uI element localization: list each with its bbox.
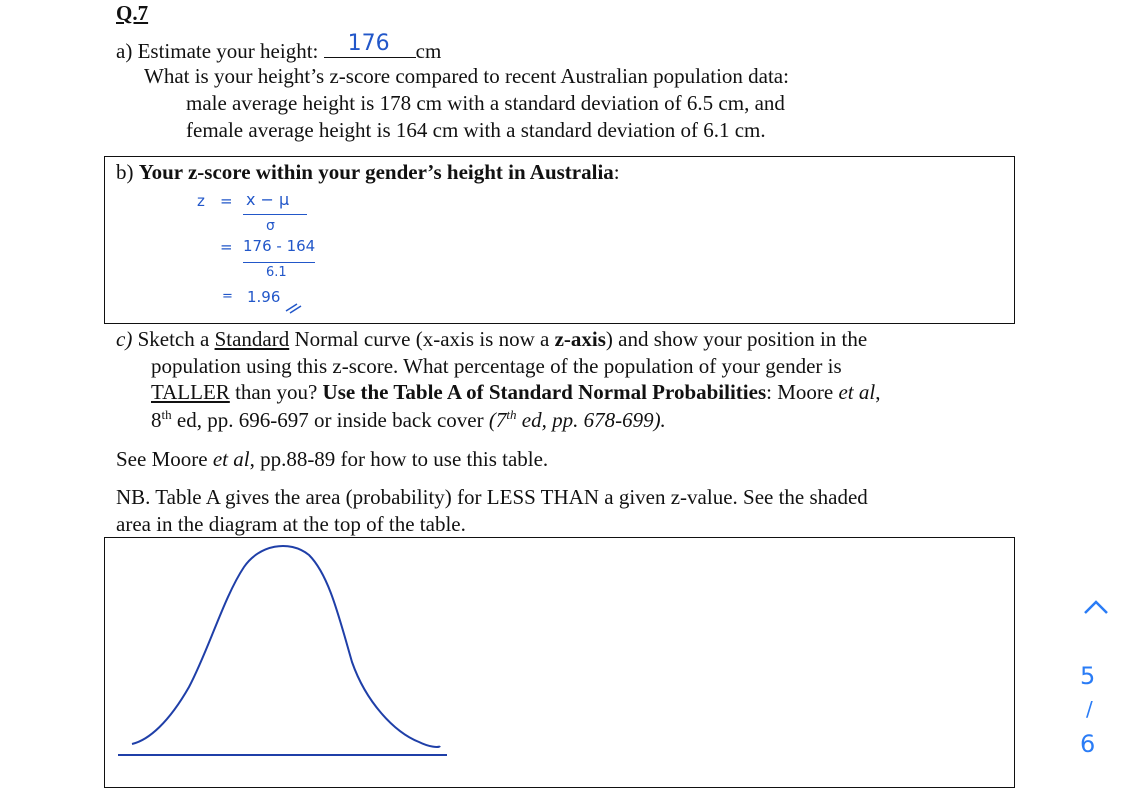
part-c-line4: [151, 407, 666, 433]
part-a-line3: female average height is 164 cm with a standard deviation of 6.1 cm.: [186, 118, 766, 142]
work-denominator-1: σ: [266, 218, 275, 234]
double-underline-mark: [284, 300, 304, 314]
part-c-line1: [116, 327, 867, 352]
total-pages: 6: [1080, 730, 1096, 758]
part-c-ed8-sup: th: [161, 407, 172, 422]
part-c-text-normal: Normal curve (x-axis is now a: [294, 327, 550, 351]
part-c-ed7: (7: [488, 408, 507, 432]
part-b-heading: [116, 160, 620, 185]
part-a-prompt: [116, 31, 442, 64]
fraction-bar-2: [243, 262, 315, 263]
work-z-symbol: z: [197, 192, 205, 210]
page-up-chevron-icon[interactable]: [1082, 598, 1110, 616]
nb-line2: area in the diagram at the top of the table.: [116, 512, 466, 536]
part-c-ed8-rest: ed, pp. 696-697 or inside back cover: [176, 408, 484, 432]
part-b-label: b): [116, 160, 134, 184]
part-c-label: c): [116, 327, 133, 351]
part-c-text-etal: et al: [838, 380, 876, 404]
fraction-bar-1: [243, 214, 307, 215]
work-denominator-2: 6.1: [266, 265, 287, 280]
height-answer-blank: [324, 31, 416, 58]
part-a-line2: male average height is 178 cm with a standard deviation of 6.5 cm, and: [186, 91, 785, 115]
part-c-ed8: 8: [151, 408, 162, 432]
part-a-line1: What is your height’s z-score compared to recent Australian population data:: [144, 64, 789, 88]
see-moore-line: [116, 447, 548, 472]
see-moore-text: See Moore: [116, 447, 208, 471]
part-a-label: a): [116, 39, 133, 63]
current-page: 5: [1080, 662, 1096, 690]
part-c-line2: population using this z-score. What percentage of the population of your gender is: [151, 354, 842, 378]
part-c-text-sketch: Sketch a: [137, 327, 210, 351]
nb-line1: NB. Table A gives the area (probability) for LESS THAN a given z-value. See the shaded: [116, 485, 868, 509]
part-b-title: Your z-score within your gender’s height in Australia: [138, 160, 614, 184]
see-moore-etal: et al: [212, 447, 250, 471]
part-c-text-comma: ,: [875, 380, 881, 404]
part-c-line3: [151, 380, 880, 405]
page-separator: /: [1086, 697, 1093, 721]
work-equals-2: =: [220, 238, 233, 256]
work-numerator-2: 176 - 164: [243, 237, 316, 255]
part-c-ed7-rest: ed, pp. 678-699).: [521, 408, 666, 432]
z-score-result: 1.96: [247, 288, 281, 306]
work-numerator-1: x − μ: [246, 190, 290, 209]
part-c-text-andshow: ) and show your position in the: [605, 327, 868, 351]
part-c-text-taller: TALLER: [151, 380, 230, 404]
work-equals-1: =: [220, 192, 233, 210]
see-moore-rest: , pp.88-89 for how to use this table.: [249, 447, 549, 471]
work-equals-3: =: [222, 289, 233, 304]
part-c-text-standard: Standard: [214, 327, 290, 351]
part-c-text-usetable: Use the Table A of Standard Normal Probabilities: [322, 380, 767, 404]
height-unit: cm: [415, 39, 442, 63]
part-b-colon: :: [613, 160, 620, 184]
part-c-ed7-sup: th: [506, 407, 517, 422]
part-a-text: Estimate your height:: [137, 39, 319, 63]
part-c-text-moore: : Moore: [766, 380, 834, 404]
part-c-text-thanyou: than you?: [235, 380, 318, 404]
height-answer: 176: [347, 31, 390, 56]
normal-curve: [132, 546, 440, 747]
question-number: Q.7: [116, 1, 149, 25]
normal-curve-sketch: [104, 537, 1015, 788]
part-c-text-zaxis: z-axis: [554, 327, 606, 351]
